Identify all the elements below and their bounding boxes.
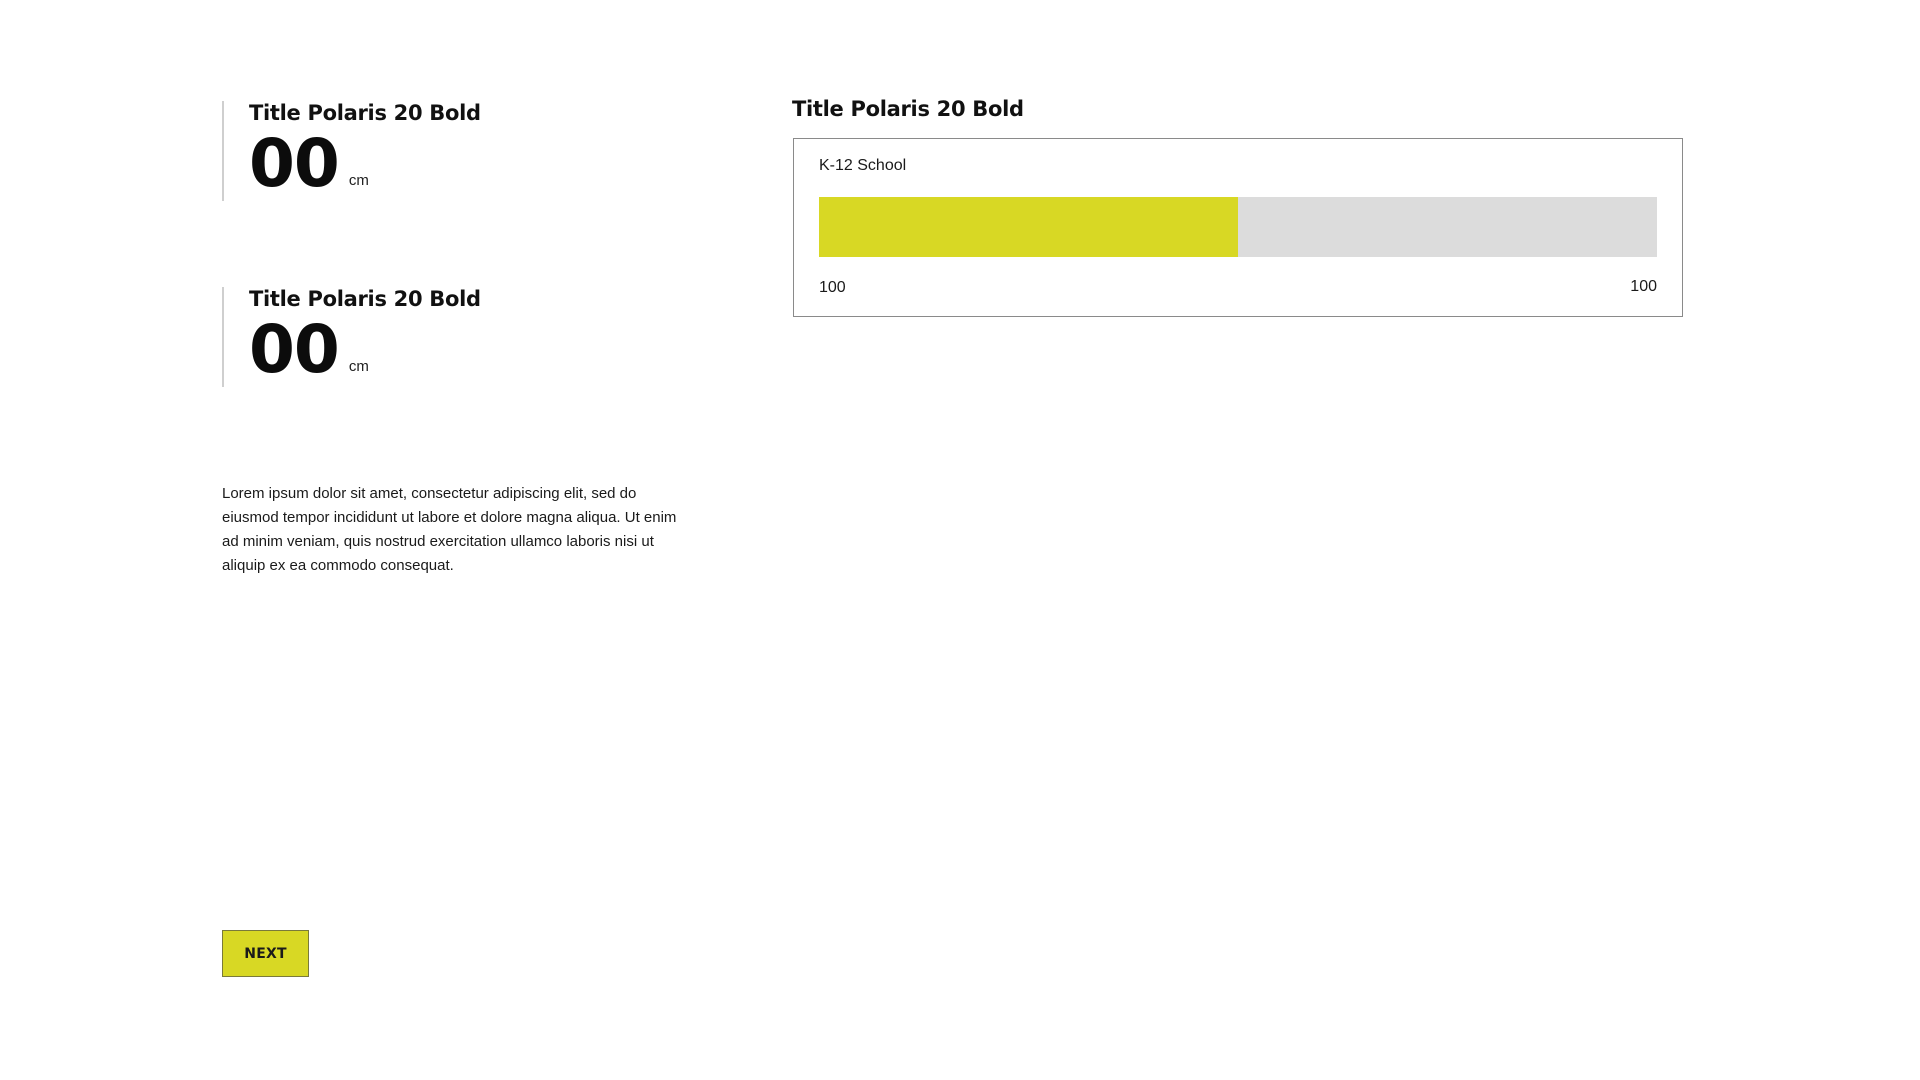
progress-label: K-12 School xyxy=(819,157,907,174)
progress-bar-fill xyxy=(819,197,1238,257)
stat-value-row xyxy=(249,125,642,202)
stat-block xyxy=(222,101,642,201)
progress-bar-track xyxy=(819,197,1657,257)
stat-title: Title Polaris 20 Bold xyxy=(249,287,481,311)
stat-value-row xyxy=(249,311,642,388)
body-paragraph: Lorem ipsum dolor sit amet, consectetur adipiscing elit, sed do eiusmod tempor incididunt ut labore et dolore magna aliqua. Ut enim ad minim veniam, quis nostrud exercitation ullamco laboris nisi ut aliquip ex ea commodo consequat. xyxy=(222,485,677,574)
stat-value: 00 xyxy=(249,125,339,202)
stat-unit: cm xyxy=(348,358,369,375)
next-button[interactable]: NEXT xyxy=(222,930,309,977)
stat-value: 00 xyxy=(249,311,339,388)
stat-title: Title Polaris 20 Bold xyxy=(249,101,481,125)
progress-card xyxy=(793,138,1683,317)
progress-min-label: 100 xyxy=(819,279,846,296)
progress-card-title: Title Polaris 20 Bold xyxy=(792,97,1024,121)
stat-unit: cm xyxy=(348,172,369,189)
stat-block xyxy=(222,287,642,387)
progress-max-label: 100 xyxy=(1630,278,1657,295)
